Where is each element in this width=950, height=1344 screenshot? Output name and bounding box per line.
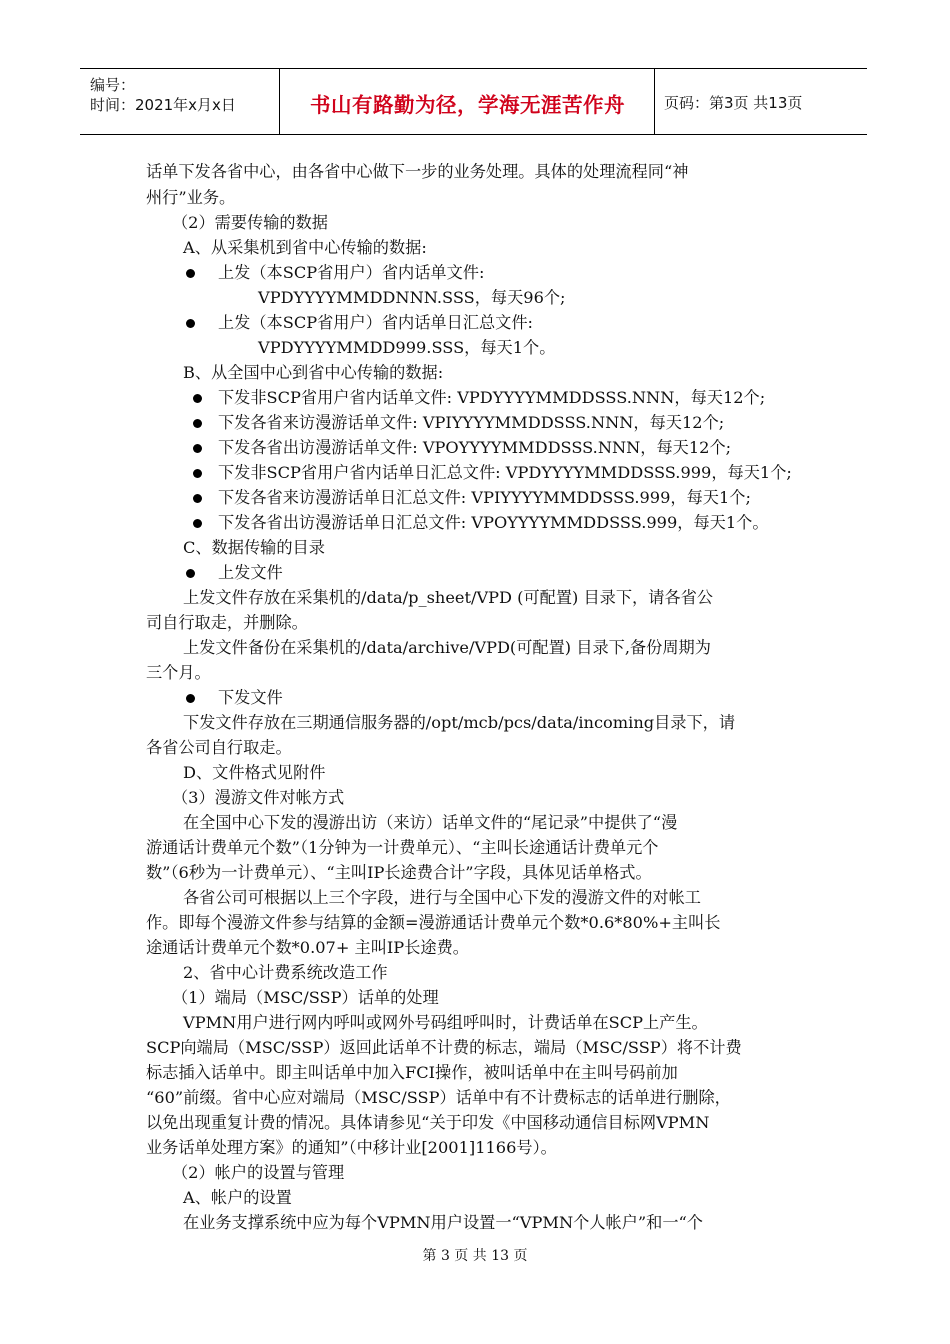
text-line: 话单下发各省中心，由各省中心做下一步的业务处理。具体的处理流程同“神 <box>146 162 689 181</box>
bullet-icon <box>193 519 202 528</box>
text-line: 业务话单处理方案》的通知”（中移计业[2001]1166号）。 <box>146 1138 557 1157</box>
text-line: 下发非SCP省用户省内话单文件: VPDYYYYMMDDSSS.NNN，每天12个; <box>218 388 766 407</box>
text-line: VPMN用户进行网内呼叫或网外号码组呼叫时，计费话单在SCP上产生。 <box>183 1013 708 1032</box>
text-line: 州行”业务。 <box>146 188 236 207</box>
bullet-icon <box>193 444 202 453</box>
text-line: 下发文件存放在三期通信服务器的/opt/mcb/pcs/data/incoming目录下，请 <box>183 713 736 732</box>
bullet-icon <box>193 469 202 478</box>
text-line: “60”前缀。省中心应对端局（MSC/SSP）话单中有不计费标志的话单进行删除， <box>146 1088 731 1107</box>
text-line: 在全国中心下发的漫游出访（来访）话单文件的“尾记录”中提供了“漫 <box>183 813 678 832</box>
text-line: 数”（6秒为一计费单元）、“主叫IP长途费合计”字段，具体见话单格式。 <box>146 863 652 882</box>
text-line: 下发各省来访漫游话单文件: VPIYYYYMMDDSSS.NNN，每天12个; <box>218 413 725 432</box>
text-line: A、从采集机到省中心传输的数据: <box>183 238 427 257</box>
header-meta <box>90 75 236 115</box>
text-line: VPDYYYYMMDD999.SSS，每天1个。 <box>258 338 556 357</box>
text-line: 上发（本SCP省用户）省内话单日汇总文件: <box>218 313 534 332</box>
bullet-icon <box>186 694 195 703</box>
text-line: 作。即每个漫游文件参与结算的金额=漫游通话计费单元个数*0.6*80%+主叫长 <box>146 913 721 932</box>
text-line: （3）漫游文件对帐方式 <box>172 788 345 807</box>
bullet-icon <box>186 319 195 328</box>
text-line: 以免出现重复计费的情况。具体请参见“关于印发《中国移动通信目标网VPMN <box>146 1113 710 1132</box>
text-line: （1）端局（MSC/SSP）话单的处理 <box>172 988 439 1007</box>
text-line: C、数据传输的目录 <box>183 538 325 557</box>
text-line: 在业务支撑系统中应为每个VPMN用户设置一“VPMN个人帐户”和一“个 <box>183 1213 703 1232</box>
text-line: 下发文件 <box>218 688 283 707</box>
text-line: 上发（本SCP省用户）省内话单文件: <box>218 263 485 282</box>
text-line: D、文件格式见附件 <box>183 763 326 782</box>
text-line: 下发各省出访漫游话单日汇总文件: VPOYYYYMMDDSSS.999，每天1个。 <box>218 513 769 532</box>
time-label: 时间：2021年x月x日 <box>90 96 236 114</box>
text-line: 各省公司自行取走。 <box>146 738 292 757</box>
header-divider <box>654 69 655 134</box>
header-page-info: 页码：第3页 共13页 <box>664 94 803 112</box>
page-footer: 第 3 页 共 13 页 <box>422 1248 528 1264</box>
text-line: 标志插入话单中。即主叫话单中加入FCI操作，被叫话单中在主叫号码前加 <box>146 1063 678 1082</box>
text-line: 2、省中心计费系统改造工作 <box>183 963 388 982</box>
serial-label: 编号： <box>90 76 136 94</box>
text-line: 下发各省出访漫游话单文件: VPOYYYYMMDDSSS.NNN，每天12个; <box>218 438 732 457</box>
header-motto: 书山有路勤为径，学海无涯苦作舟 <box>310 92 625 117</box>
text-line: 途通话计费单元个数*0.07+ 主叫IP长途费。 <box>146 938 469 957</box>
text-line: 上发文件存放在采集机的/data/p_sheet/VPD (可配置) 目录下，请各省公 <box>183 588 713 607</box>
text-line: 上发文件 <box>218 563 283 582</box>
text-line: 上发文件备份在采集机的/data/archive/VPD(可配置) 目录下,备份周期为 <box>183 638 711 657</box>
text-line: A、帐户的设置 <box>183 1188 292 1207</box>
text-line: 司自行取走，并删除。 <box>146 613 308 632</box>
text-line: B、从全国中心到省中心传输的数据: <box>183 363 444 382</box>
text-line: 下发非SCP省用户省内话单日汇总文件: VPDYYYYMMDDSSS.999，每天1个; <box>218 463 792 482</box>
bullet-icon <box>186 569 195 578</box>
text-line: （2）需要传输的数据 <box>172 213 328 232</box>
text-line: VPDYYYYMMDDNNN.SSS，每天96个; <box>258 288 566 307</box>
text-line: SCP向端局（MSC/SSP）返回此话单不计费的标志，端局（MSC/SSP）将不计费 <box>146 1038 742 1057</box>
page-header <box>80 68 867 135</box>
bullet-icon <box>193 419 202 428</box>
text-line: 游通话计费单元个数”（1分钟为一计费单元）、“主叫长途通话计费单元个 <box>146 838 659 857</box>
bullet-icon <box>193 494 202 503</box>
bullet-icon <box>193 394 202 403</box>
bullet-icon <box>186 269 195 278</box>
text-line: 三个月。 <box>146 663 211 682</box>
text-line: 下发各省来访漫游话单日汇总文件: VPIYYYYMMDDSSS.999，每天1个; <box>218 488 751 507</box>
text-line: （2）帐户的设置与管理 <box>172 1163 345 1182</box>
text-line: 各省公司可根据以上三个字段，进行与全国中心下发的漫游文件的对帐工 <box>183 888 701 907</box>
